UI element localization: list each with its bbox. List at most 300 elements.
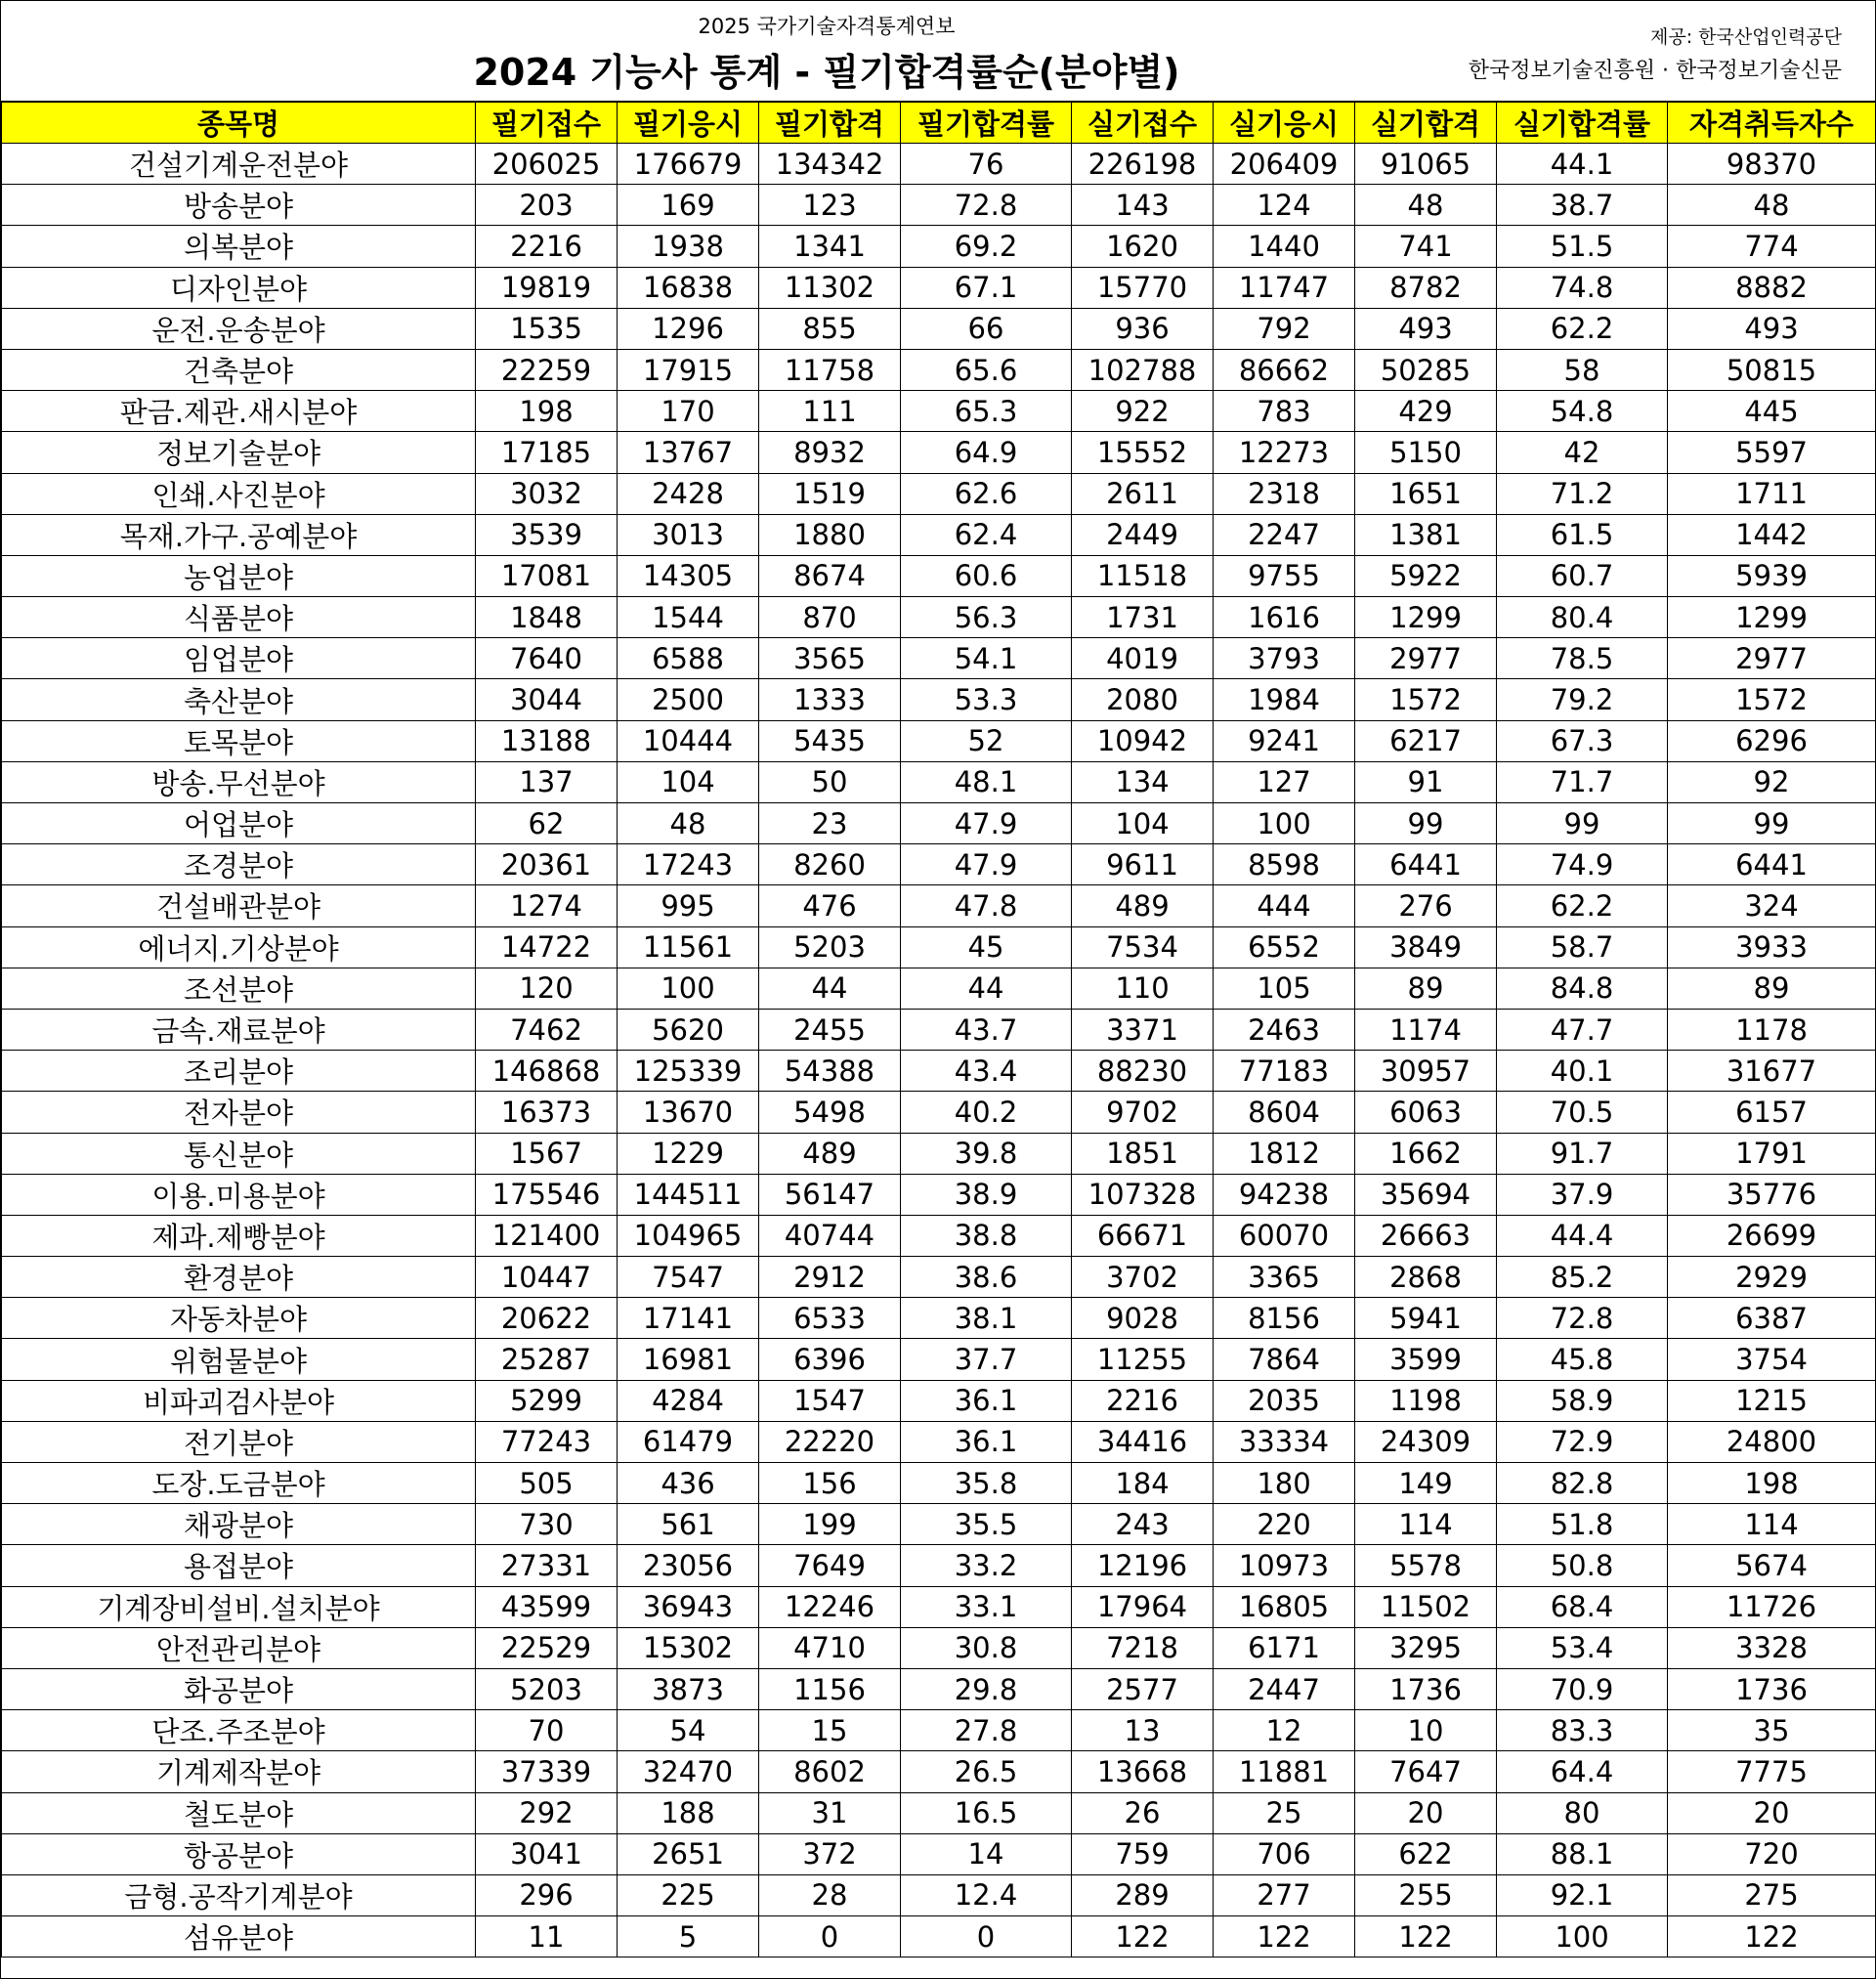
field-name-cell: 전자분야 [2,1092,476,1133]
value-cell: 40744 [759,1215,901,1256]
value-cell: 6441 [1355,844,1497,885]
value-cell: 5203 [476,1668,618,1709]
value-cell: 111 [759,391,901,432]
value-cell: 1736 [1668,1668,1876,1709]
value-cell: 296 [476,1874,618,1915]
value-cell: 1651 [1355,473,1497,514]
value-cell: 0 [901,1916,1072,1957]
value-cell: 2447 [1214,1668,1355,1709]
value-cell: 6296 [1668,720,1876,761]
value-cell: 100 [1497,1916,1668,1957]
value-cell: 58.9 [1497,1380,1668,1421]
value-cell: 69.2 [901,226,1072,267]
value-cell: 15302 [618,1627,759,1668]
value-cell: 99 [1497,803,1668,844]
column-header: 필기합격률 [901,103,1072,144]
table-row [2,1174,1876,1215]
value-cell: 3539 [476,514,618,555]
table-body [2,144,1876,1957]
value-cell: 121400 [476,1215,618,1256]
value-cell: 72.9 [1497,1421,1668,1462]
value-cell: 5203 [759,926,901,968]
value-cell: 64.4 [1497,1751,1668,1792]
value-cell: 62.6 [901,473,1072,514]
value-cell: 77243 [476,1421,618,1462]
value-cell: 180 [1214,1463,1355,1504]
value-cell: 48.1 [901,761,1072,802]
value-cell: 10 [1355,1710,1497,1751]
value-cell: 45.8 [1497,1339,1668,1380]
field-name-cell: 통신분야 [2,1133,476,1174]
value-cell: 277 [1214,1874,1355,1915]
value-cell: 6217 [1355,720,1497,761]
value-cell: 10942 [1072,720,1214,761]
value-cell: 1299 [1355,597,1497,638]
value-cell: 58.7 [1497,926,1668,968]
value-cell: 372 [759,1833,901,1874]
value-cell: 1938 [618,226,759,267]
value-cell: 35.8 [901,1463,1072,1504]
table-row [2,1916,1876,1957]
value-cell: 2868 [1355,1257,1497,1298]
value-cell: 22220 [759,1421,901,1462]
value-cell: 24309 [1355,1421,1497,1462]
value-cell: 1519 [759,473,901,514]
value-cell: 7649 [759,1545,901,1586]
field-name-cell: 식품분야 [2,597,476,638]
value-cell: 124 [1214,185,1355,226]
value-cell: 2500 [618,679,759,720]
field-name-cell: 건설기계운전분야 [2,144,476,185]
value-cell: 9028 [1072,1298,1214,1339]
value-cell: 62.2 [1497,885,1668,926]
value-cell: 176679 [618,144,759,185]
value-cell: 11302 [759,267,901,308]
value-cell: 11518 [1072,555,1214,596]
value-cell: 36943 [618,1586,759,1627]
value-cell: 6588 [618,638,759,679]
value-cell: 44 [759,968,901,1009]
field-name-cell: 방송분야 [2,185,476,226]
value-cell: 32470 [618,1751,759,1792]
value-cell: 67.3 [1497,720,1668,761]
value-cell: 19819 [476,267,618,308]
value-cell: 936 [1072,308,1214,349]
value-cell: 1791 [1668,1133,1876,1174]
value-cell: 1274 [476,885,618,926]
value-cell: 36.1 [901,1421,1072,1462]
value-cell: 22259 [476,349,618,390]
field-name-cell: 도장.도금분야 [2,1463,476,1504]
value-cell: 50.8 [1497,1545,1668,1586]
value-cell: 24800 [1668,1421,1876,1462]
value-cell: 25 [1214,1792,1355,1833]
value-cell: 14305 [618,555,759,596]
value-cell: 1812 [1214,1133,1355,1174]
value-cell: 15770 [1072,267,1214,308]
value-cell: 107328 [1072,1174,1214,1215]
value-cell: 3365 [1214,1257,1355,1298]
value-cell: 43599 [476,1586,618,1627]
table-row [2,1792,1876,1833]
table-row [2,1710,1876,1751]
table-row [2,1133,1876,1174]
value-cell: 11726 [1668,1586,1876,1627]
table-row [2,1380,1876,1421]
value-cell: 104 [618,761,759,802]
table-row [2,1668,1876,1709]
value-cell: 922 [1072,391,1214,432]
value-cell: 1567 [476,1133,618,1174]
value-cell: 2463 [1214,1009,1355,1050]
value-cell: 53.4 [1497,1627,1668,1668]
field-name-cell: 금형.공작기계분야 [2,1874,476,1915]
value-cell: 489 [1072,885,1214,926]
value-cell: 50815 [1668,349,1876,390]
column-header: 실기접수 [1072,103,1214,144]
value-cell: 1544 [618,597,759,638]
value-cell: 89 [1355,968,1497,1009]
value-cell: 35.5 [901,1504,1072,1545]
value-cell: 134342 [759,144,901,185]
value-cell: 8882 [1668,267,1876,308]
value-cell: 82.8 [1497,1463,1668,1504]
value-cell: 110 [1072,968,1214,1009]
value-cell: 1620 [1072,226,1214,267]
value-cell: 43.7 [901,1009,1072,1050]
value-cell: 114 [1668,1504,1876,1545]
table-row [2,1051,1876,1092]
value-cell: 706 [1214,1833,1355,1874]
field-name-cell: 철도분야 [2,1792,476,1833]
value-cell: 91065 [1355,144,1497,185]
value-cell: 88.1 [1497,1833,1668,1874]
value-cell: 1731 [1072,597,1214,638]
value-cell: 243 [1072,1504,1214,1545]
column-header: 필기응시 [618,103,759,144]
field-name-cell: 기계제작분야 [2,1751,476,1792]
value-cell: 2080 [1072,679,1214,720]
value-cell: 1229 [618,1133,759,1174]
value-cell: 71.7 [1497,761,1668,802]
value-cell: 65.6 [901,349,1072,390]
value-cell: 493 [1355,308,1497,349]
field-name-cell: 판금.제관.새시분야 [2,391,476,432]
value-cell: 74.9 [1497,844,1668,885]
page-title: 2024 기능사 통계 - 필기합격률순(분야별) [473,51,1180,94]
value-cell: 16981 [618,1339,759,1380]
value-cell: 62 [476,803,618,844]
value-cell: 4019 [1072,638,1214,679]
field-name-cell: 토목분야 [2,720,476,761]
value-cell: 3041 [476,1833,618,1874]
value-cell: 5922 [1355,555,1497,596]
field-name-cell: 축산분야 [2,679,476,720]
value-cell: 68.4 [1497,1586,1668,1627]
value-cell: 122 [1214,1916,1355,1957]
field-name-cell: 용접분야 [2,1545,476,1586]
value-cell: 48 [1355,185,1497,226]
value-cell: 255 [1355,1874,1497,1915]
value-cell: 156 [759,1463,901,1504]
value-cell: 7647 [1355,1751,1497,1792]
value-cell: 1535 [476,308,618,349]
value-cell: 7218 [1072,1627,1214,1668]
value-cell: 561 [618,1504,759,1545]
field-name-cell: 임업분야 [2,638,476,679]
value-cell: 1198 [1355,1380,1497,1421]
value-cell: 206025 [476,144,618,185]
value-cell: 50 [759,761,901,802]
value-cell: 2318 [1214,473,1355,514]
field-name-cell: 채광분야 [2,1504,476,1545]
field-name-cell: 운전.운송분야 [2,308,476,349]
value-cell: 79.2 [1497,679,1668,720]
value-cell: 1572 [1668,679,1876,720]
value-cell: 3793 [1214,638,1355,679]
value-cell: 5150 [1355,432,1497,473]
value-cell: 61479 [618,1421,759,1462]
value-cell: 11502 [1355,1586,1497,1627]
value-cell: 1215 [1668,1380,1876,1421]
value-cell: 66 [901,308,1072,349]
value-cell: 8598 [1214,844,1355,885]
column-header: 필기접수 [476,103,618,144]
value-cell: 11881 [1214,1751,1355,1792]
value-cell: 144511 [618,1174,759,1215]
value-cell: 33.2 [901,1545,1072,1586]
value-cell: 20622 [476,1298,618,1339]
value-cell: 60070 [1214,1215,1355,1256]
value-cell: 7640 [476,638,618,679]
field-name-cell: 단조.주조분야 [2,1710,476,1751]
value-cell: 48 [1668,185,1876,226]
value-cell: 20 [1668,1792,1876,1833]
value-cell: 170 [618,391,759,432]
value-cell: 53.3 [901,679,1072,720]
value-cell: 7534 [1072,926,1214,968]
value-cell: 44.1 [1497,144,1668,185]
value-cell: 38.9 [901,1174,1072,1215]
column-header: 실기합격 [1355,103,1497,144]
field-name-cell: 위험물분야 [2,1339,476,1380]
value-cell: 505 [476,1463,618,1504]
value-cell: 622 [1355,1833,1497,1874]
value-cell: 3754 [1668,1339,1876,1380]
value-cell: 51.8 [1497,1504,1668,1545]
value-cell: 5939 [1668,555,1876,596]
value-cell: 7864 [1214,1339,1355,1380]
value-cell: 436 [618,1463,759,1504]
value-cell: 1848 [476,597,618,638]
value-cell: 105 [1214,968,1355,1009]
value-cell: 275 [1668,1874,1876,1915]
value-cell: 2577 [1072,1668,1214,1709]
value-cell: 9755 [1214,555,1355,596]
table-row [2,185,1876,226]
value-cell: 35 [1668,1710,1876,1751]
value-cell: 1333 [759,679,901,720]
value-cell: 27.8 [901,1710,1072,1751]
value-cell: 44.4 [1497,1215,1668,1256]
value-cell: 92.1 [1497,1874,1668,1915]
value-cell: 14722 [476,926,618,968]
table-row [2,803,1876,844]
value-cell: 169 [618,185,759,226]
value-cell: 12246 [759,1586,901,1627]
value-cell: 774 [1668,226,1876,267]
column-header: 실기응시 [1214,103,1355,144]
table-row [2,391,1876,432]
value-cell: 11747 [1214,267,1355,308]
value-cell: 10973 [1214,1545,1355,1586]
value-cell: 80.4 [1497,597,1668,638]
value-cell: 72.8 [1497,1298,1668,1339]
value-cell: 146868 [476,1051,618,1092]
value-cell: 9702 [1072,1092,1214,1133]
value-cell: 7775 [1668,1751,1876,1792]
value-cell: 40.2 [901,1092,1072,1133]
value-cell: 99 [1668,803,1876,844]
value-cell: 198 [1668,1463,1876,1504]
value-cell: 6063 [1355,1092,1497,1133]
value-cell: 476 [759,885,901,926]
value-cell: 60.6 [901,555,1072,596]
value-cell: 29.8 [901,1668,1072,1709]
value-cell: 1572 [1355,679,1497,720]
value-cell: 52 [901,720,1072,761]
value-cell: 39.8 [901,1133,1072,1174]
table-row [2,1215,1876,1256]
value-cell: 1736 [1355,1668,1497,1709]
value-cell: 30957 [1355,1051,1497,1092]
value-cell: 30.8 [901,1627,1072,1668]
field-name-cell: 이용.미용분야 [2,1174,476,1215]
value-cell: 127 [1214,761,1355,802]
value-cell: 26.5 [901,1751,1072,1792]
table-row [2,926,1876,968]
table-row [2,1257,1876,1298]
value-cell: 8260 [759,844,901,885]
field-name-cell: 정보기술분야 [2,432,476,473]
value-cell: 5 [618,1916,759,1957]
value-cell: 10444 [618,720,759,761]
value-cell: 47.7 [1497,1009,1668,1050]
value-cell: 26663 [1355,1215,1497,1256]
value-cell: 33334 [1214,1421,1355,1462]
value-cell: 74.8 [1497,267,1668,308]
field-name-cell: 제과.제빵분야 [2,1215,476,1256]
value-cell: 2449 [1072,514,1214,555]
table-row [2,1092,1876,1133]
value-cell: 70.9 [1497,1668,1668,1709]
table-row [2,1504,1876,1545]
value-cell: 31 [759,1792,901,1833]
value-cell: 72.8 [901,185,1072,226]
value-cell: 54 [618,1710,759,1751]
value-cell: 42 [1497,432,1668,473]
table-row [2,1874,1876,1915]
value-cell: 6171 [1214,1627,1355,1668]
value-cell: 2651 [618,1833,759,1874]
value-cell: 3599 [1355,1339,1497,1380]
value-cell: 114 [1355,1504,1497,1545]
value-cell: 1442 [1668,514,1876,555]
value-cell: 6396 [759,1339,901,1380]
value-cell: 3873 [618,1668,759,1709]
value-cell: 3933 [1668,926,1876,968]
value-cell: 429 [1355,391,1497,432]
value-cell: 26 [1072,1792,1214,1833]
value-cell: 43.4 [901,1051,1072,1092]
field-name-cell: 조리분야 [2,1051,476,1092]
value-cell: 13 [1072,1710,1214,1751]
value-cell: 100 [618,968,759,1009]
value-cell: 8156 [1214,1298,1355,1339]
value-cell: 3044 [476,679,618,720]
value-cell: 6533 [759,1298,901,1339]
value-cell: 995 [618,885,759,926]
value-cell: 23 [759,803,901,844]
value-cell: 54388 [759,1051,901,1092]
field-name-cell: 농업분야 [2,555,476,596]
value-cell: 493 [1668,308,1876,349]
value-cell: 16373 [476,1092,618,1133]
value-cell: 1711 [1668,473,1876,514]
value-cell: 199 [759,1504,901,1545]
value-cell: 10447 [476,1257,618,1298]
value-cell: 25287 [476,1339,618,1380]
value-cell: 134 [1072,761,1214,802]
value-cell: 3849 [1355,926,1497,968]
value-cell: 445 [1668,391,1876,432]
value-cell: 5597 [1668,432,1876,473]
value-cell: 78.5 [1497,638,1668,679]
value-cell: 64.9 [901,432,1072,473]
value-cell: 5941 [1355,1298,1497,1339]
value-cell: 62.2 [1497,308,1668,349]
value-cell: 99 [1355,803,1497,844]
value-cell: 17141 [618,1298,759,1339]
value-cell: 11758 [759,349,901,390]
value-cell: 220 [1214,1504,1355,1545]
yearbook-label: 2025 국가기술자격통계연보 [698,15,956,38]
value-cell: 7547 [618,1257,759,1298]
value-cell: 730 [476,1504,618,1545]
field-name-cell: 건설배관분야 [2,885,476,926]
value-cell: 2977 [1668,638,1876,679]
value-cell: 104 [1072,803,1214,844]
value-cell: 9611 [1072,844,1214,885]
value-cell: 3565 [759,638,901,679]
value-cell: 4710 [759,1627,901,1668]
value-cell: 35776 [1668,1174,1876,1215]
value-cell: 1178 [1668,1009,1876,1050]
column-header: 자격취득자수 [1668,103,1876,144]
value-cell: 80 [1497,1792,1668,1833]
value-cell: 16.5 [901,1792,1072,1833]
value-cell: 58 [1497,349,1668,390]
value-cell: 62.4 [901,514,1072,555]
value-cell: 2216 [476,226,618,267]
value-cell: 6387 [1668,1298,1876,1339]
value-cell: 3032 [476,473,618,514]
value-cell: 2912 [759,1257,901,1298]
value-cell: 91.7 [1497,1133,1668,1174]
value-cell: 4284 [618,1380,759,1421]
table-row [2,679,1876,720]
value-cell: 5299 [476,1380,618,1421]
